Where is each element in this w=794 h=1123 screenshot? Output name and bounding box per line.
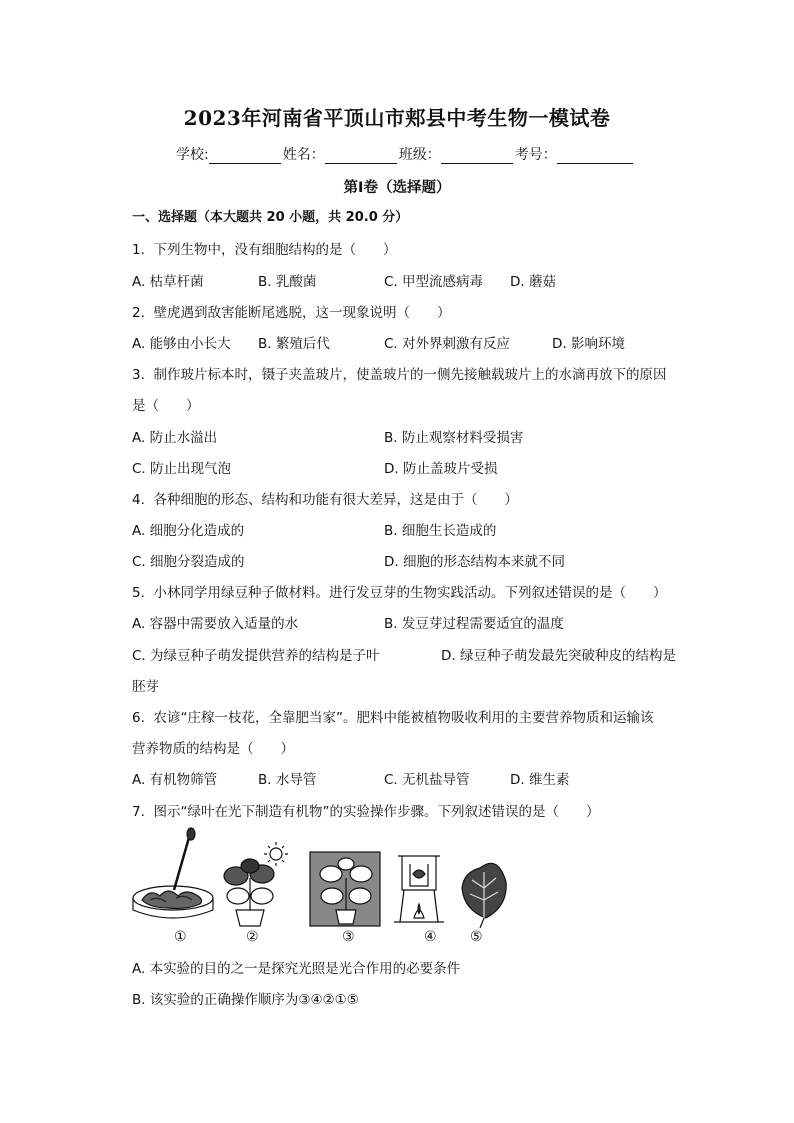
class-label: 班级： [398,147,441,163]
question-stem: 下列生物中，没有细胞结构的是（ ） [153,242,397,258]
q4-option-d[interactable]: D. 细胞的形态结构本来就不同 [384,554,565,570]
figure-label-1: ① [174,929,187,945]
q2-option-d[interactable]: D. 影响环境 [552,336,625,352]
school-blank[interactable] [209,149,281,164]
figure-label-5: ⑤ [470,929,483,945]
question-number: 2. [132,305,145,321]
question-stem: 壁虎遇到敌害能断尾逃脱，这一现象说明（ ） [153,305,451,321]
q5-option-a[interactable]: A. 容器中需要放入适量的水 [132,616,299,632]
q3-option-d[interactable]: D. 防止盖玻片受损 [384,461,498,477]
q3-option-c[interactable]: C. 防止出现气泡 [132,461,232,477]
name-blank[interactable] [325,149,397,164]
question-number: 5. [132,585,145,601]
exam-number-blank[interactable] [557,149,633,164]
experiment-steps-figure [128,826,528,950]
q6-option-d[interactable]: D. 维生素 [510,772,570,788]
question-7 [132,800,599,820]
q7-option-b[interactable]: B. 该实验的正确操作顺序为③④②①⑤ [132,992,359,1008]
stained-leaf-illustration [462,863,506,928]
potted-plant-sunlight-illustration [224,842,288,926]
question-3-continued: 是（ ） [132,398,200,414]
question-4 [132,488,518,508]
volume-heading: 第I卷（选择题） [343,180,451,196]
question-5 [132,581,666,601]
q5-option-d-continued: 胚芽 [132,679,159,695]
q5-option-d[interactable]: D. 绿豆种子萌发最先突破种皮的结构是 [441,648,676,664]
q1-option-a[interactable]: A. 枯草杆菌 [132,274,204,290]
q2-option-c[interactable]: C. 对外界刺激有反应 [384,336,511,352]
q4-option-c[interactable]: C. 细胞分裂造成的 [132,554,245,570]
question-number: 1. [132,242,145,258]
q7-option-a[interactable]: A. 本实验的目的之一是探究光照是光合作用的必要条件 [132,961,461,977]
question-stem: 各种细胞的形态、结构和功能有很大差异，这是由于（ ） [153,492,518,508]
q5-option-c[interactable]: C. 为绿豆种子萌发提供营养的结构是子叶 [132,648,380,664]
figure-label-4: ④ [424,929,437,945]
q4-option-a[interactable]: A. 细胞分化造成的 [132,523,245,539]
question-6-continued: 营养物质的结构是（ ） [132,741,294,757]
question-2 [132,301,450,321]
q5-option-b[interactable]: B. 发豆芽过程需要适宜的温度 [384,616,564,632]
q3-option-a[interactable]: A. 防止水溢出 [132,430,218,446]
q4-option-b[interactable]: B. 细胞生长造成的 [384,523,497,539]
figure-label-3: ③ [342,929,355,945]
water-bath-heating-illustration [394,856,444,922]
q2-option-a[interactable]: A. 能够由小长大 [132,336,231,352]
figure-label-2: ② [246,929,259,945]
question-3 [132,363,666,383]
question-number: 3. [132,367,145,383]
class-blank[interactable] [441,149,513,164]
student-info-row [176,144,635,164]
question-stem: 制作玻片标本时，镊子夹盖玻片，使盖玻片的一侧先接触载玻片上的水滴再放下的原因 [153,367,667,383]
exam-number-label: 考号： [514,147,557,163]
question-6 [132,706,653,726]
q2-option-b[interactable]: B. 繁殖后代 [258,336,330,352]
q1-option-d[interactable]: D. 蘑菇 [510,274,556,290]
q1-option-c[interactable]: C. 甲型流感病毒 [384,274,484,290]
name-label: 姓名： [282,147,325,163]
plant-in-dark-illustration [310,852,380,926]
petri-dish-dropper-illustration [133,828,213,918]
q6-option-c[interactable]: C. 无机盐导管 [384,772,470,788]
q6-option-a[interactable]: A. 有机物筛管 [132,772,218,788]
school-label: 学校: [176,147,209,163]
q6-option-b[interactable]: B. 水导管 [258,772,317,788]
question-stem: 农谚“庄稼一枝花，全靠肥当家”。肥料中能被植物吸收利用的主要营养物质和运输该 [153,710,654,726]
question-number: 7. [132,804,145,820]
question-stem: 图示“绿叶在光下制造有机物”的实验操作步骤。下列叙述错误的是（ ） [153,804,600,820]
section-heading: 一、选择题（本大题共 20 小题，共 20.0 分） [132,210,409,225]
question-number: 6. [132,710,145,726]
question-stem: 小林同学用绿豆种子做材料。进行发豆芽的生物实践活动。下列叙述错误的是（ ） [153,585,667,601]
exam-title: 2023年河南省平顶山市郏县中考生物一模试卷 [183,106,611,130]
q1-option-b[interactable]: B. 乳酸菌 [258,274,317,290]
question-number: 4. [132,492,145,508]
question-1 [132,238,396,258]
q3-option-b[interactable]: B. 防止观察材料受损害 [384,430,524,446]
